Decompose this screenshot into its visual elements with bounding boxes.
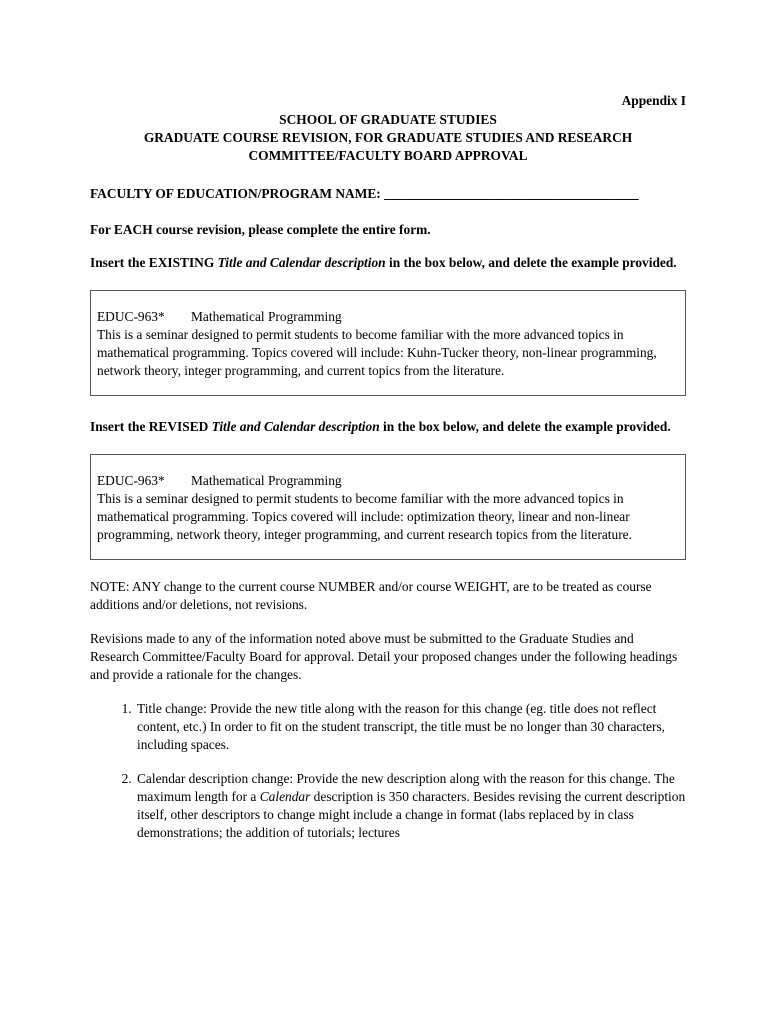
existing-course-description: This is a seminar designed to permit students to become familiar with the more advanced topics in mathematical programming. Topics covered will include: Kuhn-Tucker theory, non-linear programming, network theory, integer programming, and current topics from the literature. [97,327,657,378]
revised-course-heading [97,472,677,490]
form-title-line2: COMMITTEE/FACULTY BOARD APPROVAL [248,148,528,163]
form-title-line1: GRADUATE COURSE REVISION, FOR GRADUATE STUDIES AND RESEARCH [143,130,633,145]
each-course-instruction: For EACH course revision, please complete the entire form. [90,222,431,237]
revised-course-description: This is a seminar designed to permit students to become familiar with the more advanced topics in mathematical programming. Topics covered will include: optimization theory, linear and non-linear programming, network theory, integer programming, and current research topics from the literature. [97,491,632,542]
faculty-program-line [90,185,686,203]
revised-instruction-post: in the box below, and delete the example provided. [379,419,671,434]
calendar-change-italic: Calendar [259,789,311,804]
existing-description-box[interactable] [90,290,686,396]
revisions-paragraph: Revisions made to any of the information noted above must be submitted to the Graduate Studies and Research Committee/Faculty Board for approval. Detail your proposed changes under the following headings and provide a rationale for the changes. [90,631,678,682]
appendix-label: Appendix I [621,93,686,108]
note-paragraph: NOTE: ANY change to the current course NUMBER and/or course WEIGHT, are to be treated as course additions and/or deletions, not revisions. [90,579,652,612]
school-title: SCHOOL OF GRADUATE STUDIES [279,112,497,127]
existing-course-code: EDUC-963* [97,309,165,324]
revised-course-code: EDUC-963* [97,473,165,488]
existing-instruction-pre: Insert the EXISTING [90,255,218,270]
calendar-change-post: description is 350 characters. Besides revising the current description itself, other descriptors to change might include a change in format (labs replaced by in class demonstrations; the addition of tutorials; lectures [137,789,686,840]
faculty-program-label: FACULTY OF EDUCATION/PROGRAM NAME: [90,186,381,201]
existing-course-title: Mathematical Programming [191,309,342,324]
document-page [90,92,686,858]
faculty-program-blank[interactable]: ______________________________________ [384,186,639,201]
revision-headings-list [90,700,686,842]
calendar-change-pre: Calendar description change: Provide the new description along with the reason for this change. The maximum length for a [137,771,675,804]
revised-description-box[interactable] [90,454,686,560]
revised-instruction-pre: Insert the REVISED [90,419,212,434]
existing-instruction-post: in the box below, and delete the example provided. [385,255,677,270]
list-item-calendar-change [135,770,686,842]
existing-course-heading [97,308,677,326]
revised-course-title: Mathematical Programming [191,473,342,488]
list-item-title-change: 1. Title change: Provide the new title along with the reason for this change (eg. title does not reflect content, etc.) In order to fit on the student transcript, the title must be no longer than 30 characters, including spaces. [135,700,686,754]
revised-instruction-italic: Title and Calendar description [211,419,380,434]
revised-instruction [90,418,686,436]
existing-instruction-italic: Title and Calendar description [217,255,386,270]
existing-instruction [90,254,686,272]
